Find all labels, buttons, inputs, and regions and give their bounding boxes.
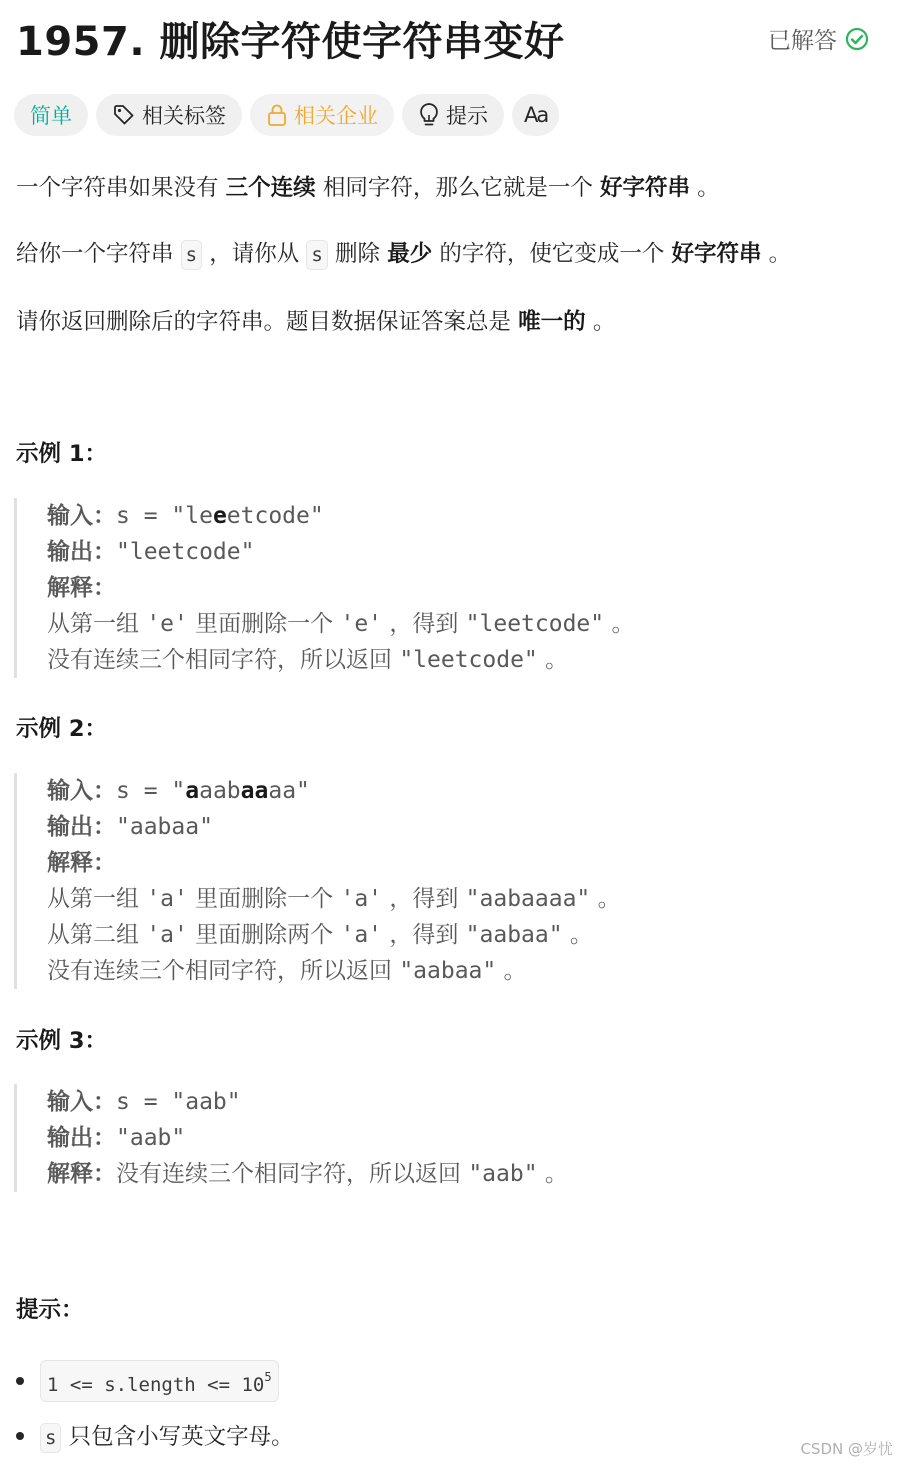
bold-text: 三个连续 <box>225 175 316 201</box>
text: ，请你从 <box>202 241 307 267</box>
problem-title: 1957. 删除字符使字符串变好 <box>16 19 565 65</box>
text: 给你一个字符串 <box>16 241 181 267</box>
text: 里面删除一个 <box>187 886 341 912</box>
example-output <box>47 809 874 845</box>
text: 。 <box>585 309 616 335</box>
example-2-title: 示例 2： <box>16 716 107 742</box>
output-value: "aab" <box>116 1125 186 1151</box>
output-label: 输出： <box>47 539 116 565</box>
input-bold: e <box>212 503 227 529</box>
example-output <box>47 534 874 570</box>
text: ，得到 <box>382 611 466 637</box>
constraint-base: 1 <= s.length <= 10 <box>47 1374 265 1396</box>
explain-label: 解释： <box>47 850 116 876</box>
difficulty-label: 简单 <box>30 104 72 128</box>
text: 。 <box>562 922 593 948</box>
text: 从第一组 <box>47 886 147 912</box>
input-text: aa" <box>268 778 310 804</box>
inline-code: s <box>181 240 202 270</box>
bold-text: 唯一的 <box>518 309 586 335</box>
check-circle-icon <box>845 27 869 51</box>
explain-line <box>47 953 874 989</box>
translate-icon: Aa <box>524 103 548 127</box>
explain-line <box>47 917 874 953</box>
example-input <box>47 498 874 534</box>
text: 一个字符串如果没有 <box>16 175 226 201</box>
difficulty-tag[interactable] <box>14 94 88 136</box>
code-text: "aabaaaa" <box>465 886 591 912</box>
text: 的字符，使它变成一个 <box>432 241 672 267</box>
text: 。 <box>761 241 792 267</box>
lightbulb-icon <box>418 102 440 128</box>
lock-icon <box>266 103 288 127</box>
related-topics-button[interactable] <box>96 94 242 136</box>
text: 从第一组 <box>47 611 147 637</box>
input-bold: aa <box>240 778 269 804</box>
inline-code: s <box>306 240 327 270</box>
text: ，得到 <box>382 886 466 912</box>
constraint-item <box>16 1419 294 1453</box>
code-text: "leetcode" <box>399 647 538 673</box>
example-input <box>47 773 874 809</box>
description-paragraph-3 <box>16 304 615 336</box>
bullet-dot <box>16 1432 24 1440</box>
solved-label: 已解答 <box>768 28 837 54</box>
input-label: 输入： <box>47 1089 116 1115</box>
explain-line <box>47 606 874 642</box>
text: 。 <box>537 647 569 673</box>
text: 里面删除一个 <box>187 611 341 637</box>
description-paragraph-2 <box>16 236 791 270</box>
input-text: s = "le <box>116 503 213 529</box>
code-text: 'a' <box>340 886 383 912</box>
watermark: CSDN @岁忧 <box>800 1440 893 1458</box>
constraint-exponent: 5 <box>264 1370 272 1384</box>
explain-line <box>47 881 874 917</box>
constraint-text: 只包含小写英文字母。 <box>61 1424 294 1450</box>
constraints-title: 提示： <box>16 1297 84 1323</box>
related-companies-label: 相关企业 <box>294 104 378 128</box>
example-input <box>47 1084 874 1120</box>
text: 里面删除两个 <box>187 922 341 948</box>
example-explain <box>47 1156 874 1192</box>
example-3-block <box>14 1084 874 1192</box>
text: 没有连续三个相同字符，所以返回 <box>47 958 400 984</box>
example-1-title: 示例 1： <box>16 441 107 467</box>
code-text: "aabaa" <box>399 958 497 984</box>
example-output <box>47 1120 874 1156</box>
text: ，得到 <box>382 922 466 948</box>
code-text: 'a' <box>340 922 383 948</box>
output-value: "leetcode" <box>116 539 255 565</box>
input-bold: a <box>185 778 200 804</box>
input-label: 输入： <box>47 503 116 529</box>
example-explain <box>47 570 874 606</box>
related-companies-button[interactable] <box>250 94 394 136</box>
text: 删除 <box>327 241 388 267</box>
explain-label: 解释： <box>47 1161 116 1187</box>
text: 。 <box>537 1161 568 1187</box>
text: 相同字符，那么它就是一个 <box>315 175 600 201</box>
input-label: 输入： <box>47 778 116 804</box>
related-topics-label: 相关标签 <box>142 104 226 128</box>
code-text: "aabaa" <box>465 922 563 948</box>
text: 没有连续三个相同字符，所以返回 <box>116 1161 469 1187</box>
code-text: "leetcode" <box>465 611 605 637</box>
code-text: 'a' <box>146 886 188 912</box>
text: 。 <box>496 958 527 984</box>
bold-text: 最少 <box>387 241 433 267</box>
code-text: 'e' <box>146 611 188 637</box>
solved-status <box>768 22 869 55</box>
input-text: s = "aab" <box>116 1089 241 1115</box>
inline-code: s <box>40 1423 61 1453</box>
output-value: "aabaa" <box>116 814 213 840</box>
text: 没有连续三个相同字符，所以返回 <box>47 647 400 673</box>
input-text: s = " <box>116 778 186 804</box>
text: 。 <box>690 175 720 201</box>
example-3-title: 示例 3： <box>16 1028 107 1054</box>
code-text: 'e' <box>340 611 383 637</box>
input-text: aab <box>199 778 241 804</box>
constraint-item <box>16 1360 279 1402</box>
tag-bar <box>14 94 559 136</box>
code-text: "aab" <box>468 1161 538 1187</box>
translate-button[interactable] <box>512 94 559 136</box>
bullet-dot <box>16 1377 24 1385</box>
hint-label: 提示 <box>446 104 488 128</box>
input-text: etcode" <box>226 503 324 529</box>
example-2-block <box>14 773 874 989</box>
explain-label: 解释： <box>47 575 116 601</box>
tag-icon <box>112 103 136 127</box>
constraint-code <box>40 1360 279 1402</box>
description-paragraph-1 <box>16 170 720 202</box>
text: 请你返回删除后的字符串。题目数据保证答案总是 <box>16 309 519 335</box>
bold-text: 好字符串 <box>671 241 762 267</box>
bold-text: 好字符串 <box>599 175 690 201</box>
code-text: 'a' <box>146 922 188 948</box>
text: 。 <box>590 886 621 912</box>
text: 。 <box>604 611 635 637</box>
example-explain <box>47 845 874 881</box>
example-1-block <box>14 498 874 678</box>
explain-line <box>47 642 874 678</box>
output-label: 输出： <box>47 814 116 840</box>
hint-button[interactable] <box>402 94 504 136</box>
text: 从第二组 <box>47 922 147 948</box>
output-label: 输出： <box>47 1125 116 1151</box>
